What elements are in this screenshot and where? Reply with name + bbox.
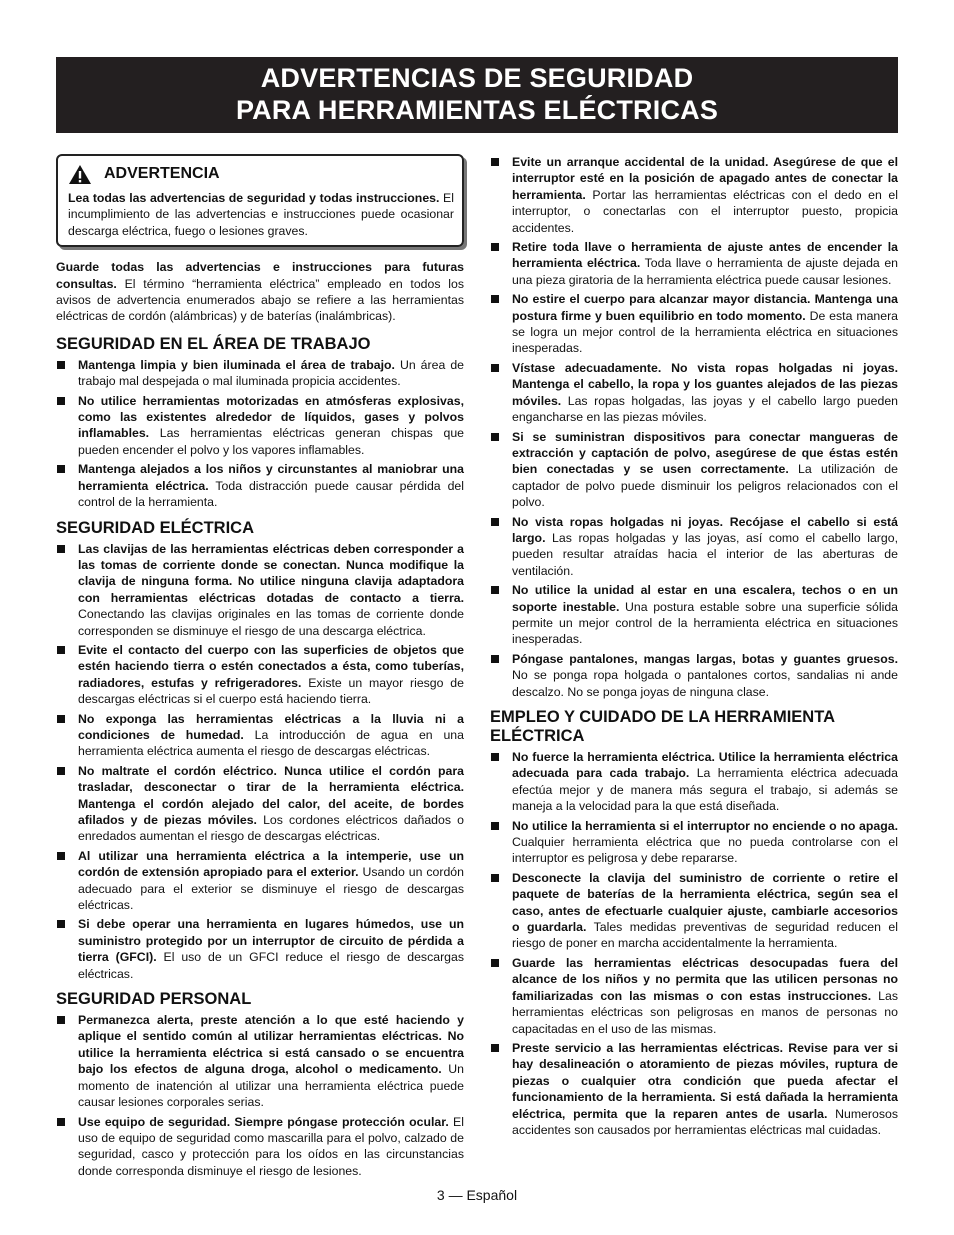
- bullet-list: [56, 541, 464, 983]
- warning-heading-text: ADVERTENCIA: [104, 165, 220, 183]
- list-item-text: No se ponga ropa holgada o pantalones cortos, sandalias ni ande descalzo. No se ponga joyas de ninguna clase.: [512, 668, 898, 699]
- intro-text: El término “herramienta eléctrica” empleado en todos los avisos de advertencia enumerados abajo se refiere a las herramientas eléctricas de cordón (alámbricas) y de baterías (inalámbricas).: [56, 276, 464, 324]
- list-item: [56, 916, 464, 982]
- right-column: [490, 154, 898, 1146]
- list-item-text: El uso de equipo de seguridad como mascarilla para el polvo, calzado de seguridad, casco y protección para los oídos en las circunstancias donde corresponda disminuye el riesgo de lesiones.: [78, 1114, 464, 1178]
- warning-box: [56, 154, 464, 247]
- list-item: [490, 582, 898, 648]
- warning-bold-text: Lea todas las advertencias de seguridad y todas instrucciones.: [68, 191, 440, 205]
- list-item: [490, 360, 898, 426]
- list-item-bold-text: Retire toda llave o herramienta de ajuste antes de encender la herramienta eléctrica.: [512, 240, 898, 271]
- square-bullet-icon: [491, 586, 499, 594]
- list-item-text: Existe un mayor riesgo de descargas eléctricas si el cuerpo está haciendo tierra.: [78, 675, 464, 707]
- list-item-bold-text: Póngase pantalones, mangas largas, botas y guantes gruesos.: [512, 651, 898, 666]
- list-item: [490, 154, 898, 236]
- square-bullet-icon: [57, 646, 65, 654]
- page-title-line-2: PARA HERRAMIENTAS ELÉCTRICAS: [235, 95, 719, 125]
- square-bullet-icon: [491, 243, 499, 251]
- list-item: [490, 651, 898, 700]
- list-item-text: Una postura estable sobre una superficie sólida permite un mejor control de la herramienta eléctrica en situaciones inesperadas.: [512, 599, 898, 647]
- left-column: [56, 154, 464, 1187]
- list-item-text: La introducción de agua en una herramienta eléctrica aumenta el riesgo de descargas eléctricas.: [78, 727, 464, 759]
- square-bullet-icon: [491, 655, 499, 663]
- list-item: [56, 848, 464, 914]
- list-item-bold-text: Si debe operar una herramienta en lugares húmedos, use un suministro protegido por un interruptor de circuito de pérdida a tierra (GFCI).: [78, 917, 464, 965]
- section-heading: SEGURIDAD ELÉCTRICA: [56, 518, 255, 537]
- square-bullet-icon: [491, 822, 499, 830]
- square-bullet-icon: [491, 364, 499, 372]
- list-item-text: La utilización de captador de polvo puede disminuir los peligros relacionados con el polvo.: [512, 462, 898, 510]
- square-bullet-icon: [491, 959, 499, 967]
- list-item-bold-text: Permanezca alerta, preste atención a lo que esté haciendo y aplique el sentido común al utilizar herramientas eléctricas. No utilice la herramienta eléctrica si está cansado o se encuentra bajo los efectos de alguna droga, alcohol o medicamento.: [78, 1013, 464, 1077]
- list-item-text: El uso de un GFCI reduce el riesgo de descargas eléctricas.: [78, 950, 464, 981]
- section-heading: SEGURIDAD PERSONAL: [56, 990, 252, 1009]
- list-item: [490, 818, 898, 867]
- square-bullet-icon: [491, 158, 499, 166]
- list-item-bold-text: Vístase adecuadamente. No vista ropas holgadas ni joyas. Mantenga el cabello, la ropa y los guantes alejados de las piezas móviles.: [512, 360, 898, 408]
- list-item-bold-text: Si se suministran dispositivos para conectar mangueras de extracción y captación de polvo, asegúrese de que éstas estén bien conectadas y se usen correctamente.: [512, 429, 898, 477]
- list-item-text: Un área de trabajo mal despejada o mal iluminada propicia accidentes.: [78, 357, 464, 389]
- bullet-list: [490, 154, 898, 700]
- list-item: [56, 763, 464, 845]
- list-item: [56, 711, 464, 760]
- section-seguridad-en-el-area-de-trabajo: [56, 335, 464, 511]
- list-item-bold-text: Evite el contacto del cuerpo con las superficies de objetos que estén haciendo tierra o estén conectados a ésta, como tuberías, radiadores, estufas y refrigeradores.: [78, 642, 464, 690]
- warning-heading: [68, 164, 454, 185]
- square-bullet-icon: [57, 545, 65, 553]
- bullet-list: [490, 749, 898, 1138]
- intro-bold-text: Guarde todas las advertencias e instrucciones para futuras consultas.: [56, 260, 464, 291]
- square-bullet-icon: [491, 433, 499, 441]
- warning-triangle-icon: [68, 164, 92, 185]
- list-item-bold-text: No fuerce la herramienta eléctrica. Utilice la herramienta eléctrica adecuada para cada trabajo.: [512, 750, 898, 781]
- list-item-text: Las ropas holgadas, las joyas y el cabello largo pueden engancharse en las piezas móviles.: [512, 393, 898, 425]
- list-item-bold-text: No utilice la herramienta si el interruptor no enciende o no apaga.: [512, 818, 898, 833]
- list-item-bold-text: No estire el cuerpo para alcanzar mayor distancia. Mantenga una postura firme y buen equilibrio en todo momento.: [512, 292, 898, 323]
- left-sections: [56, 335, 464, 1179]
- square-bullet-icon: [491, 518, 499, 526]
- list-item-text: Portar las herramientas eléctricas con el dedo en el interruptor, o conectarlas con el interruptor puesto, propicia accidentes.: [512, 187, 898, 235]
- list-item-text: Usando un cordón adecuado para el exterior se disminuye el riesgo de descargas eléctricas.: [78, 865, 464, 913]
- list-item-bold-text: Mantenga limpia y bien iluminada el área de trabajo.: [78, 357, 395, 372]
- bullet-list: [56, 1012, 464, 1179]
- list-item-bold-text: Use equipo de seguridad. Siempre póngase protección ocular.: [78, 1114, 449, 1129]
- section-heading: EMPLEO Y CUIDADO DE LA HERRAMIENTA ELÉCTRICA: [490, 708, 835, 745]
- square-bullet-icon: [57, 767, 65, 775]
- list-item: [490, 749, 898, 815]
- square-bullet-icon: [491, 874, 499, 882]
- square-bullet-icon: [57, 1118, 65, 1126]
- list-item: [490, 429, 898, 511]
- list-item: [490, 870, 898, 952]
- list-item-bold-text: No utilice herramientas motorizadas en atmósferas explosivas, como las existentes alrededor de líquidos, gases y polvos inflamables.: [78, 393, 464, 441]
- list-item-text: Conectando las clavijas originales en las tomas de corriente donde corresponden se disminuye el riesgo de una descarga eléctrica.: [78, 607, 464, 638]
- list-item-bold-text: No vista ropas holgadas ni joyas. Recójase el cabello si está largo.: [512, 514, 898, 545]
- list-item: [490, 955, 898, 1037]
- list-item: [56, 642, 464, 708]
- list-item: [56, 393, 464, 459]
- square-bullet-icon: [57, 465, 65, 473]
- section-continued: [490, 154, 898, 700]
- list-item-text: Los cordones eléctricos dañados o enredados aumentan el riesgo de descargas eléctricas.: [78, 813, 464, 844]
- list-item: [490, 291, 898, 357]
- list-item-bold-text: Preste servicio a las herramientas eléctricas. Revise para ver si hay desalineación o atoramiento de piezas móviles, ruptura de piezas o cualquier otra condición que pueda afectar el funcionamiento de la herramienta. Si está dañada la herramienta eléctrica, permita que la reparen antes de usarla.: [512, 1040, 898, 1121]
- list-item: [56, 461, 464, 510]
- list-item: [490, 1040, 898, 1138]
- list-item-text: De esta manera se logra un mejor control de la herramienta eléctrica en situaciones inesperadas.: [512, 308, 899, 356]
- list-item-text: Numerosos accidentes son causados por herramientas eléctricas mal cuidadas.: [512, 1106, 898, 1137]
- list-item-text: Las herramientas eléctricas generan chispas que pueden encender el polvo y los vapores inflamables.: [78, 426, 464, 457]
- square-bullet-icon: [57, 397, 65, 405]
- square-bullet-icon: [491, 295, 499, 303]
- square-bullet-icon: [57, 715, 65, 723]
- list-item-bold-text: Desconecte la clavija del suministro de corriente o retire el paquete de baterías de la herramienta eléctrica, según sea el caso, antes de efectuarle cualquier ajuste, cambiarle accesorios o guardarla.: [512, 870, 898, 935]
- list-item-text: Cualquier herramienta eléctrica que no pueda controlarse con el interruptor es peligrosa y debe repararse.: [512, 835, 898, 866]
- list-item-bold-text: Mantenga alejados a los niños y circunstantes al maniobrar una herramienta eléctrica.: [78, 462, 464, 493]
- list-item-bold-text: No maltrate el cordón eléctrico. Nunca utilice el cordón para trasladar, desconectar o tirar de la herramienta eléctrica. Mantenga el cordón alejado del calor, del aceite, de bordes afilados y de piezas móviles.: [78, 763, 464, 827]
- list-item: [56, 541, 464, 639]
- section-seguridad-personal: [56, 990, 464, 1179]
- square-bullet-icon: [57, 852, 65, 860]
- bullet-list: [56, 357, 464, 511]
- square-bullet-icon: [491, 1044, 499, 1052]
- page-title-line-1: ADVERTENCIAS DE SEGURIDAD: [260, 63, 694, 93]
- warning-text: El incumplimiento de las advertencias e instrucciones puede ocasionar descarga eléctrica, fuego o lesiones graves.: [68, 191, 454, 238]
- intro-paragraph: [56, 259, 464, 325]
- list-item-bold-text: Evite un arranque accidental de la unidad. Asegúrese de que el interruptor esté en la posición de apagado antes de conectar la herramienta.: [512, 155, 898, 202]
- page-title: [56, 57, 898, 133]
- page-footer: 3 — Español: [436, 1187, 518, 1203]
- list-item-text: La herramienta eléctrica adecuada efectúa mejor y de manera más segura el trabajo, si además se maneja a la velocidad para la que está diseñada.: [512, 766, 898, 814]
- list-item: [56, 1012, 464, 1110]
- list-item-bold-text: Al utilizar una herramienta eléctrica a la intemperie, use un cordón de extensión apropiado para el exterior.: [78, 848, 464, 880]
- square-bullet-icon: [57, 920, 65, 928]
- list-item-bold-text: No utilice la unidad al estar en una escalera, techos o en un soporte inestable.: [512, 583, 898, 614]
- square-bullet-icon: [491, 753, 499, 761]
- list-item-bold-text: No exponga las herramientas eléctricas a la lluvia ni a condiciones de humedad.: [78, 711, 464, 742]
- list-item-bold-text: Las clavijas de las herramientas eléctricas deben corresponder a las tomas de corriente donde se conectan. Nunca modifique la clavija de ninguna forma. No utilice ninguna clavija adaptadora con herramientas eléctricas dotadas de contacto a tierra.: [78, 541, 464, 605]
- list-item: [56, 1114, 464, 1180]
- list-item-text: Un momento de inatención al utilizar una herramienta eléctrica puede causar lesiones corporales serias.: [78, 1062, 465, 1110]
- list-item: [490, 514, 898, 580]
- list-item-text: Tales medidas preventivas de seguridad reducen el riesgo de poner en marcha accidentalmente la herramienta.: [512, 920, 898, 951]
- warning-body: [68, 190, 454, 239]
- list-item: [490, 239, 898, 288]
- section-seguridad-electrica: [56, 519, 464, 983]
- right-sections: [490, 154, 898, 1138]
- section-heading: SEGURIDAD EN EL ÁREA DE TRABAJO: [56, 334, 371, 353]
- list-item-text: Toda distracción puede causar pérdida del control de la herramienta.: [78, 478, 464, 510]
- list-item-bold-text: Guarde las herramientas eléctricas desocupadas fuera del alcance de los niños y no permita que las utilicen personas no familiarizadas con las mismas o con estas instrucciones.: [512, 955, 898, 1003]
- list-item-text: Las herramientas eléctricas son peligrosas en manos de personas no capacitadas en el uso de las mismas.: [512, 988, 898, 1036]
- list-item-text: Las ropas holgadas y las joyas, así como el cabello largo, pueden resultar atraídas hacia el interior de las aberturas de ventilación.: [512, 530, 898, 578]
- section-empleo-y-cuidado-de-la-herramienta-electrica: [490, 708, 898, 1138]
- square-bullet-icon: [57, 1016, 65, 1024]
- square-bullet-icon: [57, 361, 65, 369]
- list-item: [56, 357, 464, 390]
- list-item-text: Toda llave o herramienta de ajuste dejada en una pieza giratoria de la herramienta eléctrica puede causar lesiones.: [512, 256, 898, 287]
